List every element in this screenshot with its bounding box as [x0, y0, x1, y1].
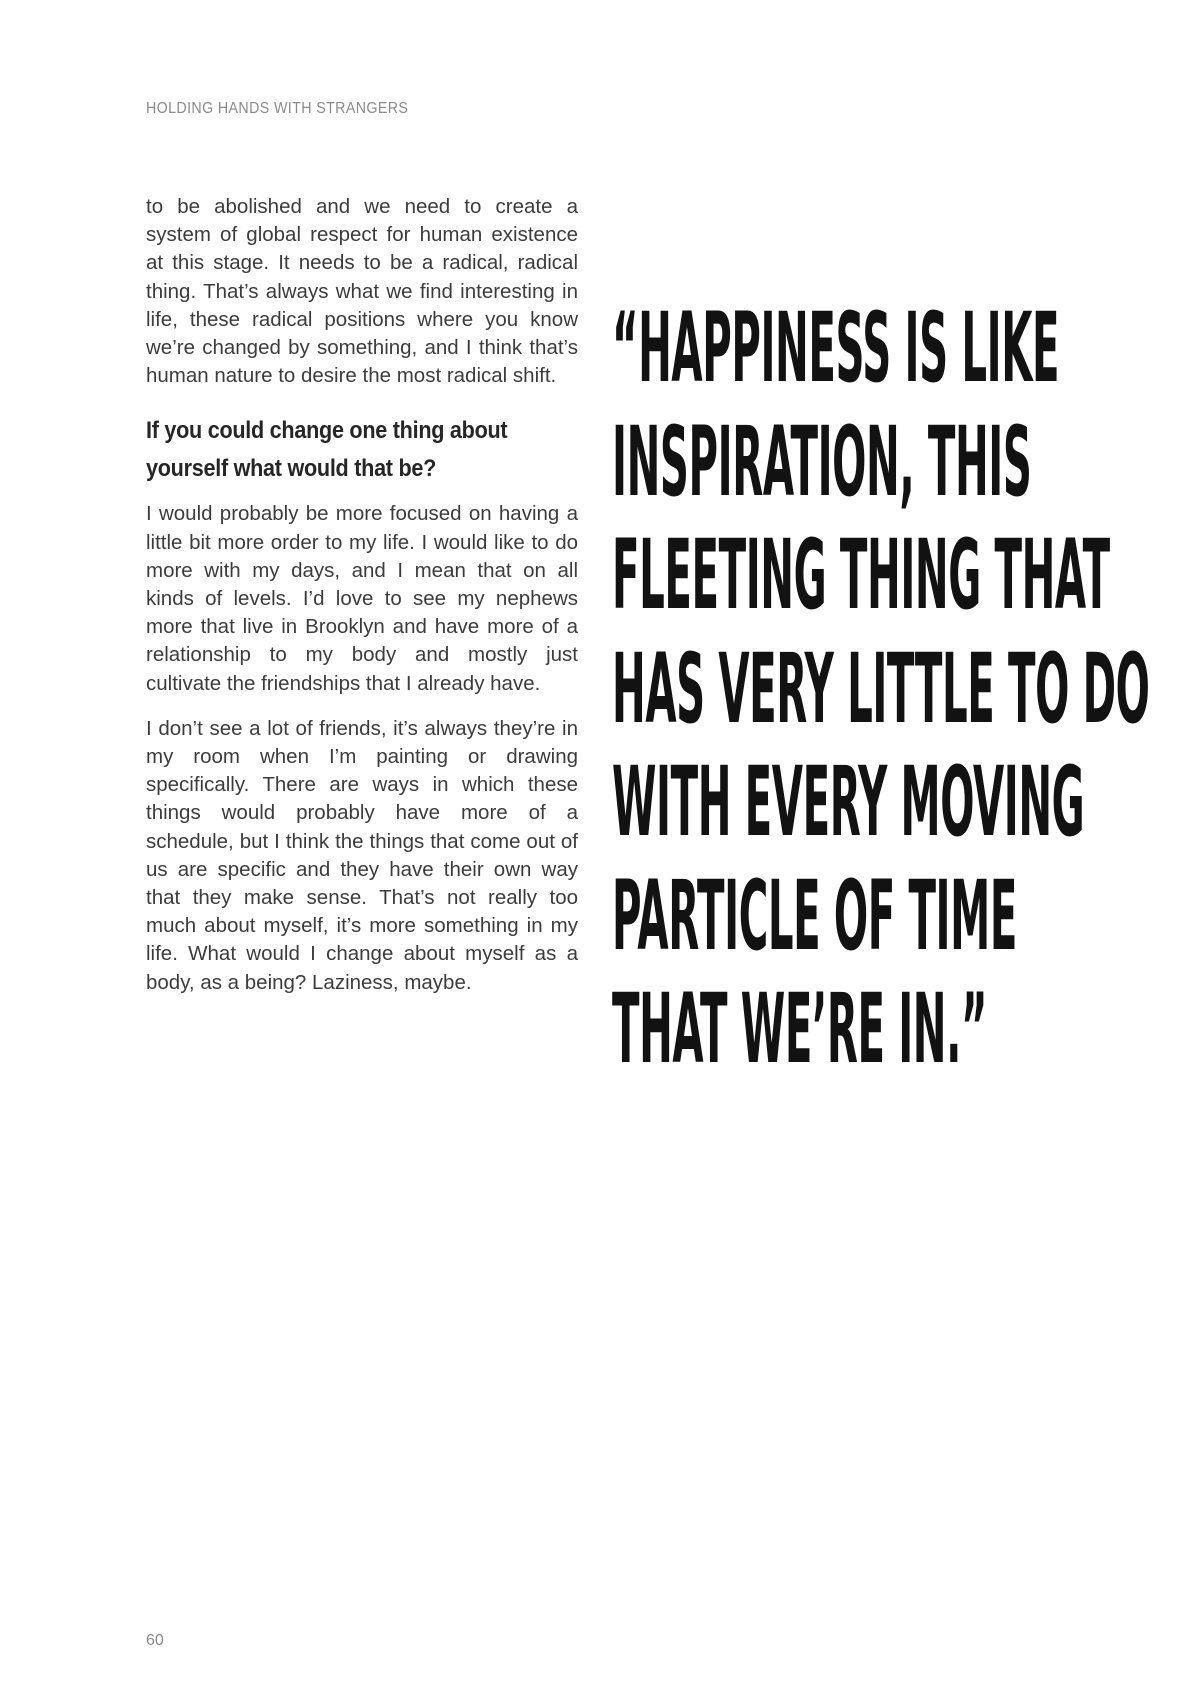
- body-text-column: [146, 193, 578, 997]
- pull-quote-line-3: FLEETING THING THAT: [612, 519, 1110, 631]
- pull-quote-line-1: “HAPPINESS IS LIKE: [612, 292, 1060, 404]
- body-paragraph-2: I would probably be more focused on having a little bit more order to my life. I would like to do more with my days, and I mean that on all kinds of levels. I’d love to see my nephews more that live in Brooklyn and have more of a relationship to my body and mostly just cultivate the friendships that I already have.: [146, 502, 578, 695]
- pull-quote-line-5: WITH EVERY MOVING: [612, 746, 1085, 858]
- body-paragraph-1: to be abolished and we need to create a system of global respect for human existence at this stage. It needs to be a radical, radical thing. That’s always what we find interesting in life, these radical positions where you know we’re changed by something, and I think that’s human nature to desire the most radical shift.: [146, 195, 578, 388]
- pull-quote: [612, 292, 1150, 1087]
- running-header-title: HOLDING HANDS WITH STRANGERS: [146, 100, 409, 117]
- pull-quote-line-6: PARTICLE OF TIME: [612, 859, 1017, 972]
- page-number: 60: [146, 1632, 164, 1649]
- pull-quote-line-7: THAT WE’RE IN.”: [612, 973, 988, 1085]
- body-paragraph-3: I don’t see a lot of friends, it’s always they’re in my room when I’m painting or drawing specifically. There are ways in which these things would probably have more of a schedule, but I think the things that come out of us are specific and they have their own way that they make sense. That’s not really too much about myself, it’s more something in my life. What would I change about myself as a body, as a being? Laziness, maybe.: [146, 716, 578, 994]
- pull-quote-line-2: INSPIRATION, THIS: [612, 405, 1032, 518]
- pull-quote-line-4: HAS VERY LITTLE TO DO: [612, 632, 1150, 745]
- interview-question: If you could change one thing about yourself what would that be?: [146, 417, 508, 483]
